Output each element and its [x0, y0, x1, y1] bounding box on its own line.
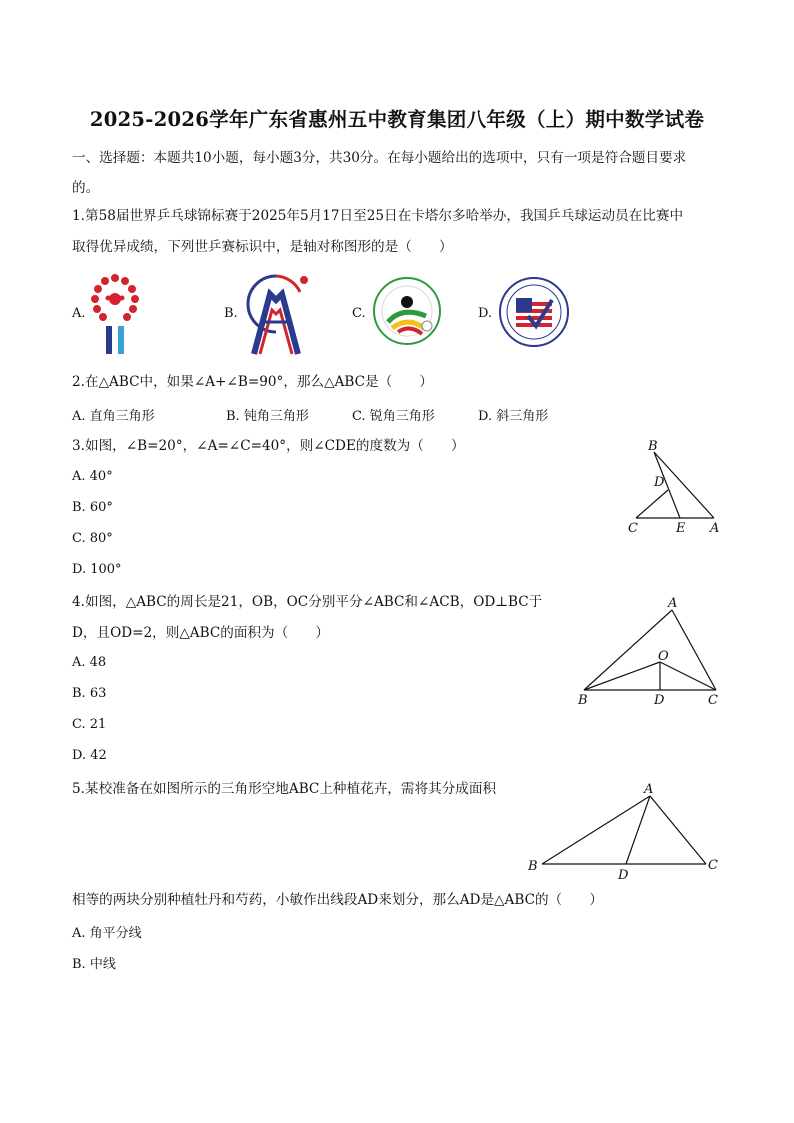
q4-label-b: B: [578, 693, 588, 708]
section-header-line2: 的。: [72, 180, 100, 196]
q3-option-d: D. 100°: [72, 562, 122, 577]
q1-logo-b: [240, 270, 312, 356]
q5-segment-ad: [626, 796, 650, 864]
q5-option-b: B. 中线: [72, 957, 116, 972]
q3-stem: 3.如图，∠B=20°，∠A=∠C=40°，则∠CDE的度数为（ ）: [72, 438, 465, 454]
q4-option-c: C. 21: [72, 717, 107, 732]
q4-segment-ob: [584, 662, 660, 690]
exam-title: 2025-2026学年广东省惠州五中教育集团八年级（上）期中数学试卷: [89, 108, 705, 131]
q5-label-b: B: [528, 859, 538, 874]
q4-option-b: B. 63: [72, 686, 107, 701]
q3-label-e: E: [676, 521, 686, 536]
q5-label-c: C: [708, 858, 718, 873]
q5-segment-ac: [650, 796, 706, 864]
q3-label-a: A: [710, 521, 720, 536]
q3-option-b: B. 60°: [72, 500, 113, 515]
q4-label-d: D: [654, 693, 665, 708]
q4-label-c: C: [708, 693, 718, 708]
q4-stem-line2: D，且OD=2，则△ABC的面积为（ ）: [72, 625, 330, 641]
q2-option-c: C. 锐角三角形: [352, 409, 435, 424]
q2-option-a: A. 直角三角形: [72, 409, 155, 424]
q3-label-d: D: [654, 475, 665, 490]
q1-logo-c: [372, 276, 442, 346]
q3-segment-cd: [636, 490, 668, 518]
q4-label-o: O: [658, 649, 669, 664]
q4-segment-ac: [672, 610, 716, 690]
q1-stem-line1: 1.第58届世界乒乓球锦标赛于2025年5月17日至25日在卡塔尔多哈举办，我国乒乓球运动员在比赛中: [72, 208, 684, 224]
q5-figure: [524, 780, 730, 882]
q2-option-d: D. 斜三角形: [478, 409, 549, 424]
q5-label-d: D: [618, 868, 629, 882]
q4-label-a: A: [668, 596, 678, 611]
q3-option-a: A. 40°: [72, 469, 113, 484]
q4-option-a: A. 48: [72, 655, 107, 670]
q1-stem-line2: 取得优异成绩，下列世乒赛标识中，是轴对称图形的是（ ）: [72, 239, 453, 255]
q4-figure: [570, 592, 730, 712]
section-header-line1: 一、选择题：本题共10小题，每小题3分，共30分。在每小题给出的选项中，只有一项是符合题目要求: [72, 150, 687, 166]
q3-figure: [620, 436, 730, 538]
q1-option-b-label: B.: [224, 306, 238, 321]
q3-option-c: C. 80°: [72, 531, 113, 546]
q1-logo-d: [498, 276, 570, 348]
q2-stem: 2.在△ABC中，如果∠A+∠B=90°，那么△ABC是（ ）: [72, 374, 433, 390]
q5-stem-line2: 相等的两块分别种植牡丹和芍药，小敏作出线段AD来划分，那么AD是△ABC的（ ）: [72, 892, 603, 908]
q5-option-a: A. 角平分线: [72, 926, 142, 941]
q5-segment-ab: [542, 796, 650, 864]
q1-option-d-label: D.: [478, 306, 493, 321]
q1-logo-a: [88, 270, 142, 358]
q4-stem-line1: 4.如图，△ABC的周长是21，OB，OC分别平分∠ABC和∠ACB，OD⊥BC于: [72, 594, 543, 610]
q5-stem-line1: 5.某校准备在如图所示的三角形空地ABC上种植花卉，需将其分成面积: [72, 781, 497, 797]
q4-segment-oc: [660, 662, 716, 690]
q3-label-b: B: [648, 439, 658, 454]
q1-option-c-label: C.: [352, 306, 366, 321]
q4-option-d: D. 42: [72, 748, 107, 763]
q2-option-b: B. 钝角三角形: [226, 409, 309, 424]
q5-label-a: A: [644, 782, 654, 797]
q3-label-c: C: [628, 521, 638, 536]
q1-option-a-label: A.: [72, 306, 86, 321]
